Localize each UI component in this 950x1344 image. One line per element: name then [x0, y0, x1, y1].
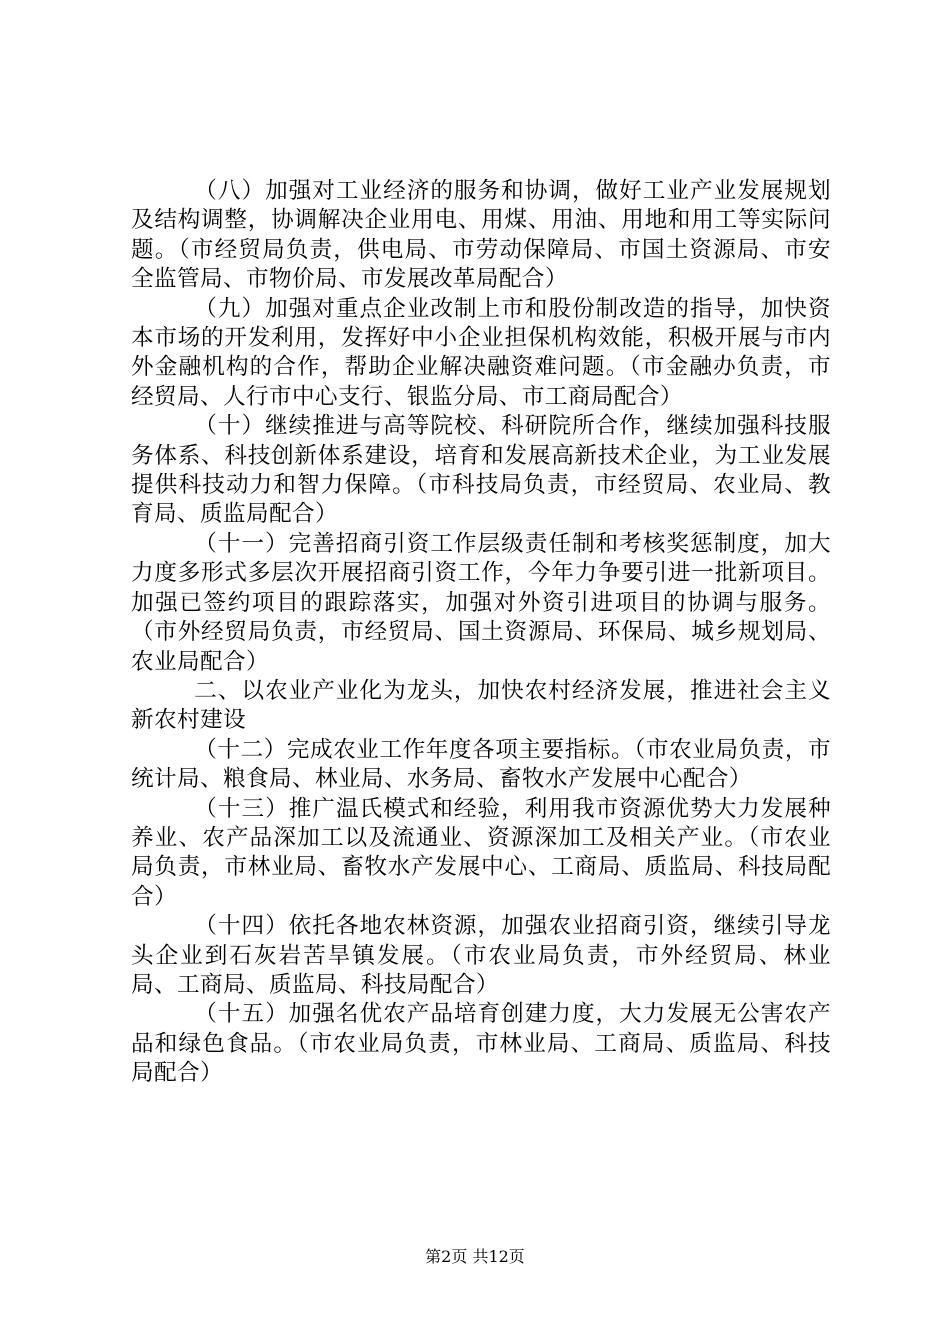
- page-footer: 第2页 共12页: [425, 1247, 525, 1266]
- paragraph-15: （十五）加强名优农产品培育创建力度，大力发展无公害农产品和绿色食品。（市农业局负责，市林业局、工商局、质监局、科技局配合）: [131, 1001, 831, 1087]
- paragraph-10: （十）继续推进与高等院校、科研院所合作，继续加强科技服务体系、科技创新体系建设，培育和发展高新技术企业，为工业发展提供科技动力和智力保障。（市科技局负责，市经贸局、农业局、教育局、质监局配合）: [131, 413, 831, 528]
- paragraph-12: （十二）完成农业工作年度各项主要指标。（市农业局负责，市统计局、粮食局、林业局、水务局、畜牧水产发展中心配合）: [131, 736, 831, 793]
- paragraph-11: （十一）完善招商引资工作层级责任制和考核奖惩制度，加大力度多形式多层次开展招商引资工作，今年力争要引进一批新项目。加强已签约项目的跟踪落实，加强对外资引进项目的协调与服务。（市外经贸局负责，市经贸局、国土资源局、环保局、城乡规划局、农业局配合）: [131, 530, 831, 675]
- section-heading-2: 二、以农业产业化为龙头，加快农村经济发展，推进社会主义新农村建设: [131, 677, 831, 734]
- paragraph-9: （九）加强对重点企业改制上市和股份制改造的指导，加快资本市场的开发利用，发挥好中小企业担保机构效能，积极开展与市内外金融机构的合作，帮助企业解决融资难问题。（市金融办负责，市经贸局、人行市中心支行、银监分局、市工商局配合）: [131, 295, 831, 410]
- paragraph-14: （十四）依托各地农林资源，加强农业招商引资，继续引导龙头企业到石灰岩苦旱镇发展。（市农业局负责，市外经贸局、林业局、工商局、质监局、科技局配合）: [131, 913, 831, 998]
- paragraph-8: （八）加强对工业经济的服务和协调，做好工业产业发展规划及结构调整，协调解决企业用电、用煤、用油、用地和用工等实际问题。（市经贸局负责，供电局、市劳动保障局、市国土资源局、市安全监管局、市物价局、市发展改革局配合）: [131, 178, 831, 293]
- paragraph-13: （十三）推广温氏模式和经验，利用我市资源优势大力发展种养业、农产品深加工以及流通业、资源深加工及相关产业。（市农业局负责，市林业局、畜牧水产发展中心、工商局、质监局、科技局配合）: [131, 795, 831, 910]
- document-body: [131, 177, 831, 1089]
